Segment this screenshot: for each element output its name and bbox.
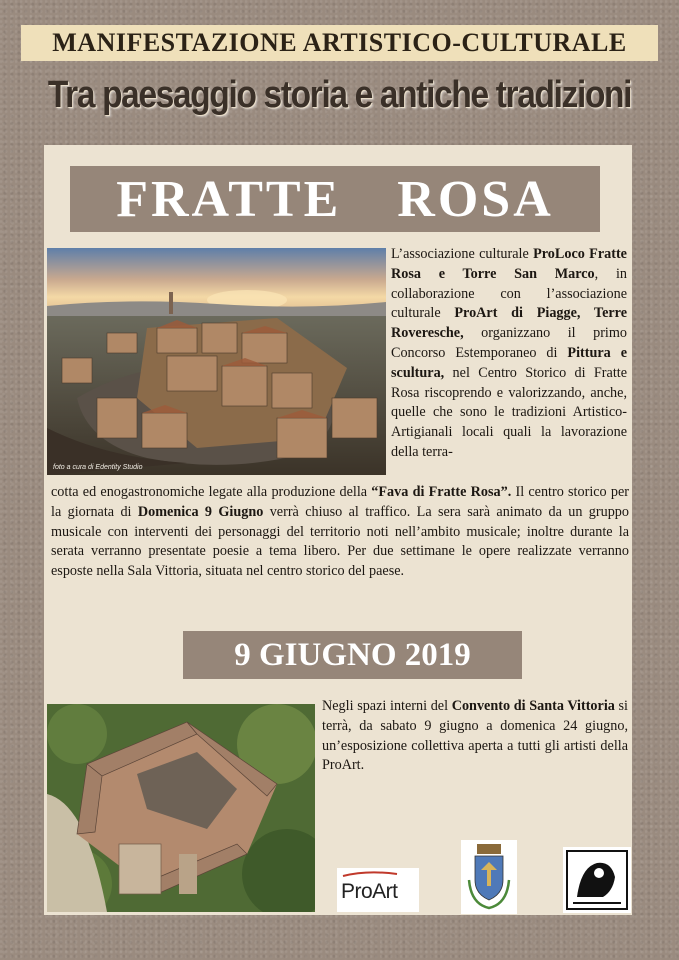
event-date: 9 GIUGNO 2019 [234, 636, 471, 673]
town-title: FRATTE ROSA [116, 170, 554, 228]
intro-text-column [391, 245, 627, 463]
intro-text-full [51, 483, 629, 582]
photo-credit: foto a cura di Edentity Studio [53, 464, 143, 471]
intro-text: , in collaborazione con l’associazione culturale [391, 265, 627, 322]
municipality-crest-logo [461, 840, 517, 914]
intro-bold-date: Domenica 9 Giugno [137, 503, 264, 520]
intro-bold-proloco: ProLoco Fratte Rosa e Torre San Marco [391, 246, 627, 282]
exhibition-text [322, 697, 628, 776]
intro-text: L’associazione culturale [391, 246, 534, 262]
exhibition-text-part: Negli spazi interni del [322, 698, 452, 714]
tagline: Tra paesaggio storia e antiche tradizioni [47, 74, 632, 116]
intro-bold-fava: “Fava di Fratte Rosa”. [371, 484, 512, 500]
exhibition-text-part: si terrà, da sabato 9 giugno a domenica 24 giugno, un’esposizione collettiva aperta a tutti gli artisti della ProArt. [322, 698, 628, 774]
exhibition-bold-convent: Convento di Santa Vittoria [451, 698, 615, 714]
event-type-banner [21, 25, 658, 61]
proart-logo [337, 868, 419, 912]
date-banner [183, 631, 522, 679]
intro-text: verrà chiuso al traffico. La sera sarà animato da un gruppo musicale con interventi dei personaggi del territorio noti nell’ambito musicale; inoltre durante la serata verranno presentate poesie a tema libero. Per due settimane le opere realizzate verranno esposte nella Sala Vittoria, situata nel centro storico del paese. [51, 503, 629, 580]
proart-logo-text: ProArt [341, 880, 398, 903]
association-logo [563, 847, 631, 913]
town-title-banner [70, 166, 600, 232]
intro-bold-proart: ProArt di Piagge, Terre Roveresche, [391, 305, 627, 342]
town-aerial-photo [47, 248, 386, 475]
intro-text: Il centro storico per la giornata di [51, 484, 629, 520]
convent-aerial-photo [47, 704, 315, 912]
intro-continuation: nel Centro Storico di Fratte Rosa riscoprendo e valorizzando, anche, quelle che sono le tradizioni Artistico-Artigianali locali quali la lavorazione della terra- [391, 364, 627, 460]
intro-bold-pittura: Pittura e scultura, [391, 344, 628, 381]
intro-text: cotta ed enogastronomiche legate alla produzione della [51, 484, 372, 500]
intro-text: organizzano il primo Concorso Estemporaneo di [391, 325, 627, 361]
event-type-text: MANIFESTAZIONE ARTISTICO-CULTURALE [52, 28, 627, 57]
